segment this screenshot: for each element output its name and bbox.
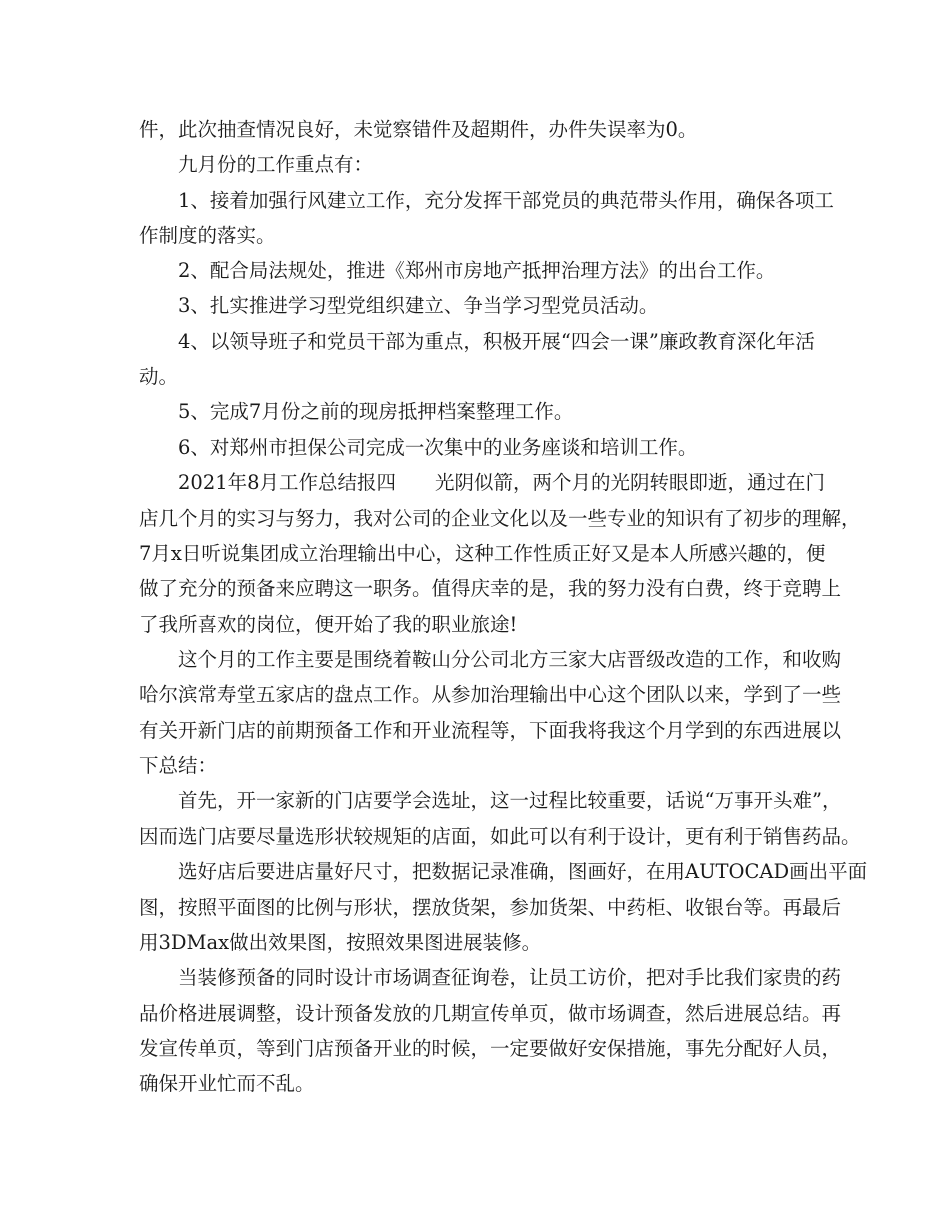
text-line: 哈尔滨常寿堂五家店的盘点工作。从参加治理输出中心这个团队以来，学到了一些: [139, 683, 842, 706]
text-line: 当装修预备的同时设计市场调查征询卷，让员工访价，把对手比我们家贵的药: [178, 966, 842, 989]
text-line: 件，此次抽查情况良好，未觉察错件及超期件，办件失误率为0。: [139, 118, 698, 141]
text-line: 作制度的落实。: [139, 224, 276, 247]
text-line: 用3DMax做出效果图，按照效果图进展装修。: [139, 931, 542, 954]
text-line: 这个月的工作主要是围绕着鞍山分公司北方三家大店晋级改造的工作，和收购: [178, 648, 842, 671]
text-line: 品价格进展调整，设计预备发放的几期宣传单页，做市场调查，然后进展总结。再: [139, 1002, 842, 1025]
text-line: 1、接着加强行风建立工作，充分发挥干部党员的典范带头作用，确保各项工: [178, 189, 834, 212]
text-line: 了我所喜欢的岗位，便开始了我的职业旅途!: [139, 613, 518, 636]
text-line: 做了充分的预备来应聘这一职务。值得庆幸的是，我的努力没有白费，终于竞聘上: [139, 577, 842, 600]
text-line: 九月份的工作重点有：: [178, 153, 374, 176]
text-line: 6、对郑州市担保公司完成一次集中的业务座谈和培训工作。: [178, 436, 698, 459]
text-line: 图，按照平面图的比例与形状，摆放货架，参加货架、中药柜、收银台等。再最后: [139, 896, 842, 919]
text-line: 2021年8月工作总结报四 光阴似箭，两个月的光阴转眼即逝，通过在门: [178, 471, 826, 494]
text-line: 确保开业忙而不乱。: [139, 1072, 315, 1095]
text-line: 有关开新门店的前期预备工作和开业流程等，下面我将我这个月学到的东西进展以: [139, 719, 842, 742]
text-line: 5、完成7月份之前的现房抵押档案整理工作。: [178, 400, 574, 423]
text-line: 首先，开一家新的门店要学会选址，这一过程比较重要，话说“万事开头难”，: [178, 789, 842, 812]
text-line: 7月x日听说集团成立治理输出中心，这种工作性质正好又是本人所感兴趣的，便: [139, 542, 826, 565]
text-line: 4、以领导班子和党员干部为重点，积极开展“四会一课”廉政教育深化年活: [178, 330, 815, 353]
text-line: 3、扎实推进学习型党组织建立、争当学习型党员活动。: [178, 294, 659, 317]
text-line: 因而选门店要尽量选形状较规矩的店面，如此可以有利于设计，更有利于销售药品。: [139, 825, 861, 848]
text-line: 店几个月的实习与努力，我对公司的企业文化以及一些专业的知识有了初步的理解，: [139, 507, 861, 530]
text-line: 2、配合局法规处，推进《郑州市房地产抵押治理方法》的出台工作。: [178, 259, 776, 282]
text-line: 发宣传单页，等到门店预备开业的时候，一定要做好安保措施，事先分配好人员，: [139, 1037, 842, 1060]
text-line: 选好店后要进店量好尺寸，把数据记录准确，图画好，在用AUTOCAD画出平面: [178, 860, 868, 883]
text-line: 动。: [139, 365, 179, 388]
text-line: 下总结：: [139, 754, 218, 777]
